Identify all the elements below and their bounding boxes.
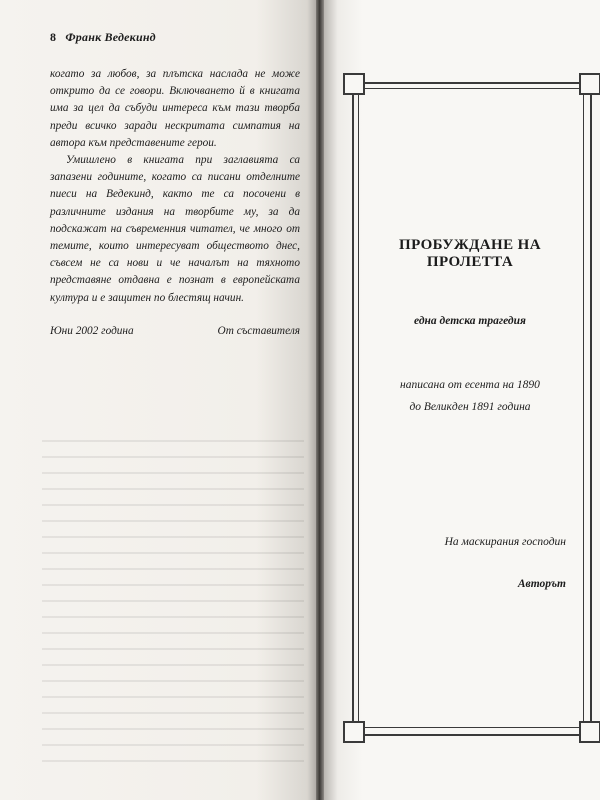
play-subtitle: една детска трагедия bbox=[414, 315, 526, 327]
book-gutter bbox=[316, 0, 324, 800]
written-line: написана от есента на 1890 bbox=[400, 379, 540, 391]
preface-date: Юни 2002 година bbox=[50, 325, 134, 337]
frame-corner-ornament bbox=[579, 721, 600, 743]
running-head-title: Франк Ведекинд bbox=[65, 30, 156, 44]
written-line: до Великден 1891 година bbox=[409, 401, 531, 413]
running-head bbox=[50, 30, 156, 45]
frame-corner-ornament bbox=[343, 73, 365, 95]
paragraph: Умишлено в книгата при заглавията са запазени годините, когато са писани отделните пиеси на Ведекинд, както те са посочени в различните издания на творбите му, за да подскажат на съвременния читател, че много от темите, които интересуват обществото днес, съвсем не са нови и че началът на тяхното представяне отдавна е познат в европейската култура и е защитен по блестящ начин. bbox=[50, 154, 300, 304]
frame-corner-ornament bbox=[579, 73, 600, 95]
frame-corner-ornament bbox=[343, 721, 365, 743]
preface-body bbox=[50, 66, 300, 307]
preface-signature: От съставителя bbox=[217, 325, 300, 337]
preface-signoff bbox=[50, 325, 300, 337]
page-number: 8 bbox=[50, 30, 57, 44]
dedication: На маскирания господин bbox=[444, 536, 566, 548]
paragraph: когато за любов, за плътска наслада не може открито да се говори. Включването й в книгата има за цел да събуди интереса към тази творба преди всичко заради нескритата симпатия на автора към представените герои. bbox=[50, 68, 300, 149]
written-period bbox=[360, 374, 580, 418]
play-title: ПРОБУЖДАНЕ НА ПРОЛЕТТА bbox=[399, 237, 541, 270]
show-through-text bbox=[42, 440, 304, 770]
author-signature: Авторът bbox=[517, 578, 566, 590]
